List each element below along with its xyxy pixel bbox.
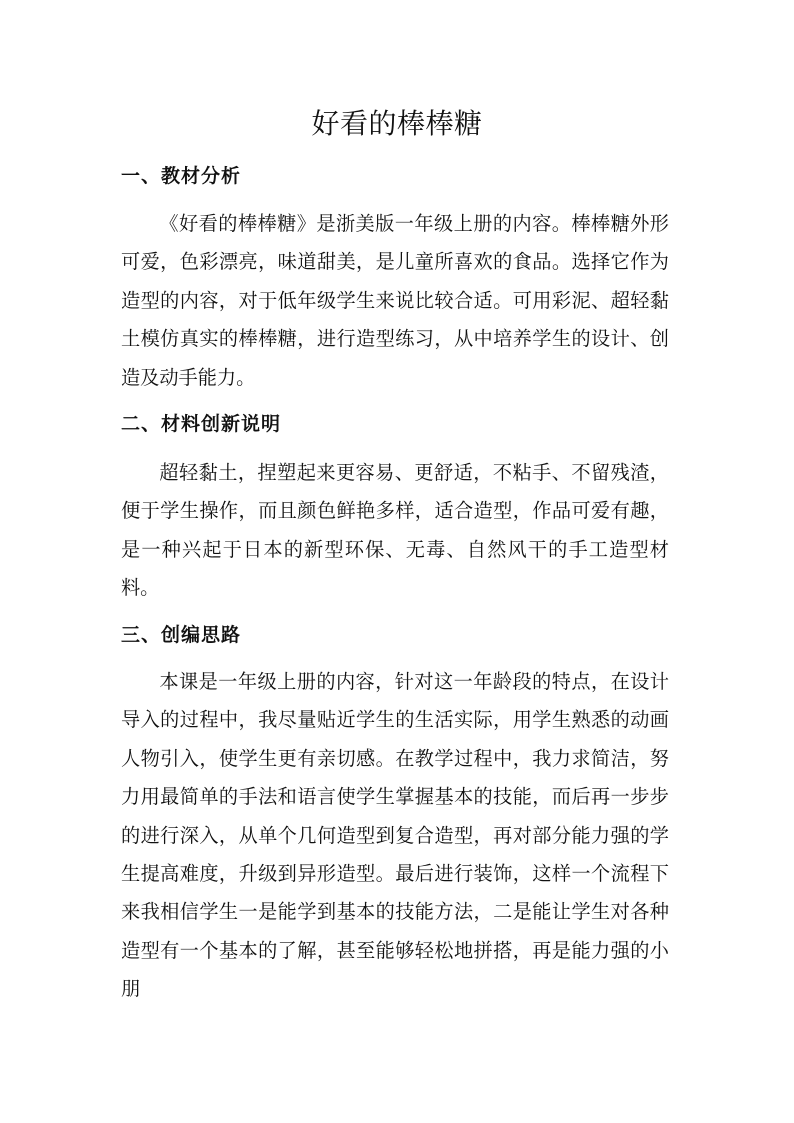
section-heading-textbook-analysis: 一、教材分析 bbox=[121, 165, 242, 187]
document-title: 好看的棒棒糖 bbox=[311, 107, 483, 140]
section-paragraph-design-ideas: 本课是一年级上册的内容，针对这一年龄段的特点，在设计导入的过程中，我尽量贴近学生的生活实际，用学生熟悉的动画人物引入，使学生更有亲切感。在教学过程中，我力求简洁，努力用最简单的手法和语言使学生掌握基本的技能，而后再一步步的进行深入，从单个几何造型到复合造型，再对部分能力强的学生提高难度，升级到异形造型。最后进行装饰，这样一个流程下来我相信学生一是能学到基本的技能方法，二是能让学生对各种造型有一个基本的了解，甚至能够轻松地拼搭，再是能力强的小朋 bbox=[121, 670, 669, 1001]
section-heading-design-ideas: 三、创编思路 bbox=[121, 624, 242, 646]
section-paragraph-material-innovation: 超轻黏土，捏塑起来更容易、更舒适，不粘手、不留残渣，便于学生操作，而且颜色鲜艳多样，适合造型，作品可爱有趣，是一种兴起于日本的新型环保、无毒、自然风干的手工造型材料。 bbox=[121, 461, 669, 600]
section-paragraph-textbook-analysis: 《好看的棒棒糖》是浙美版一年级上册的内容。棒棒糖外形可爱，色彩漂亮，味道甜美，是儿童所喜欢的食品。选择它作为造型的内容，对于低年级学生来说比较合适。可用彩泥、超轻黏土模仿真实的棒棒糖，进行造型练习，从中培养学生的设计、创造及动手能力。 bbox=[121, 212, 669, 389]
section-heading-material-innovation: 二、材料创新说明 bbox=[121, 413, 282, 435]
